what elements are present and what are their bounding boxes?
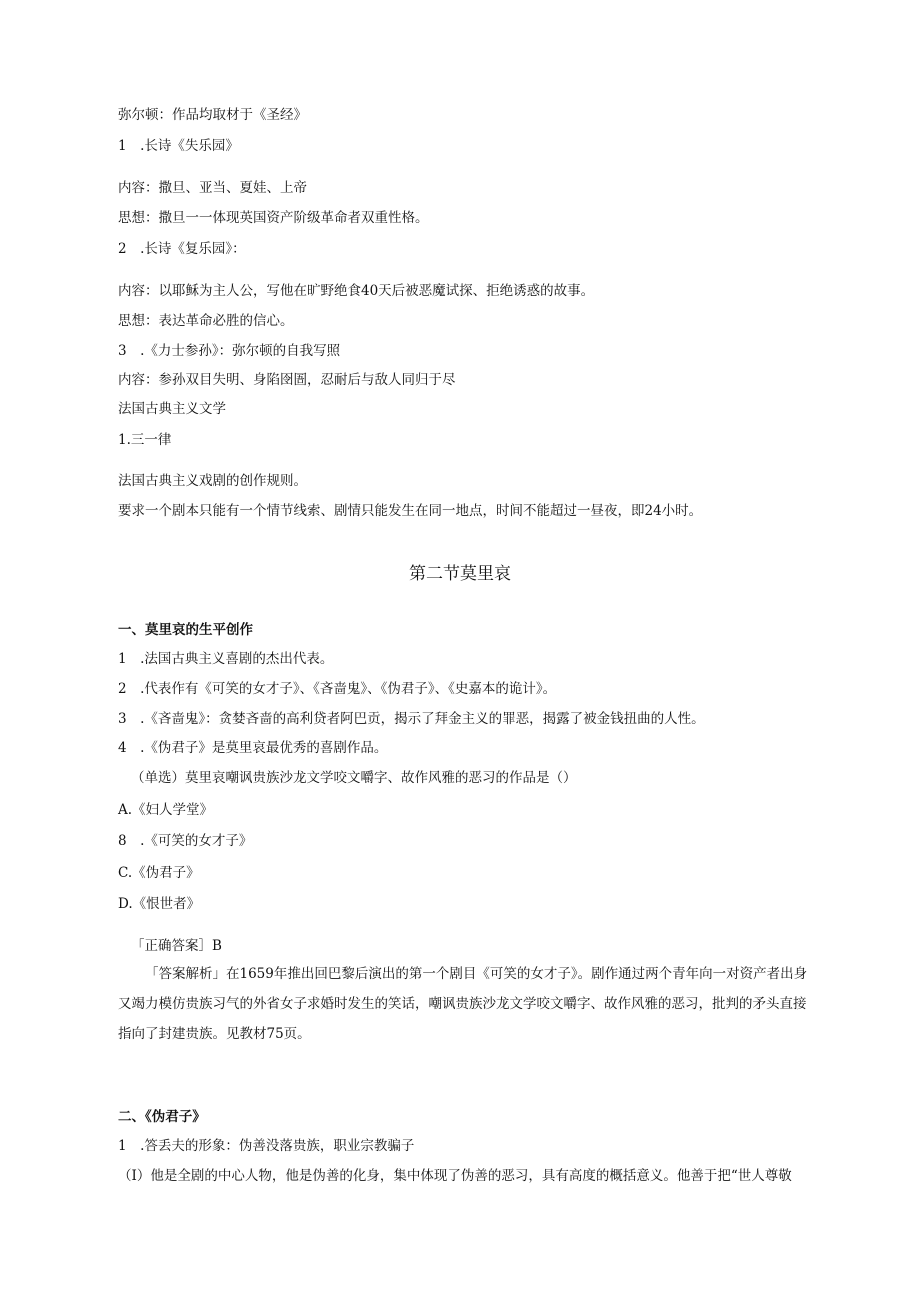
three-unities-desc: 法国古典主义戏剧的创作规则。 [118,473,307,489]
correct-answer: 「正确答案］B [131,938,222,954]
milton-intro: 弥尔顿：作品均取材于《圣经》 [118,107,307,123]
moliere-point-3: 3 .《吝啬鬼》：贪婪吝啬的高利贷者阿巴贡，揭示了拜金主义的罪恶，揭露了被金钱扭曲的人性。 [118,711,705,727]
classicism-heading: 法国古典主义文学 [118,401,226,417]
answer-analysis: 「答案解析」在1659年推出回巴黎后演出的第一个剧目《可笑的女才子》。剧作通过两个青年向一对资产者出身又竭力模仿贵族习气的外省女子求婚时发生的笑话，嘲讽贵族沙龙文学咬文嚼字、故作风雅的恶习，批判的矛头直接指向了封建贵族。见教材75页。 [118,966,808,1042]
three-unities-detail: 要求一个剧本只能有一个情节线索、剧情只能发生在同一地点，时间不能超过一昼夜，即24小时。 [118,503,703,519]
milton-item-3-content: 内容：参孙双目失明、身陷囹圄，忍耐后与敌人同归于尽 [118,372,456,388]
option-d: D.《恨世者》 [118,896,201,912]
section-heading-1: 一、莫里哀的生平创作 [118,622,253,638]
moliere-point-1: 1 .法国古典主义喜剧的杰出代表。 [118,651,334,667]
option-c: C.《伪君子》 [118,865,200,881]
option-b: 8 .《可笑的女才子》 [118,833,253,849]
tartuffe-point-1: 1 .答丢夫的形象：伪善没落贵族，职业宗教骗子 [118,1138,415,1154]
question-stem: （单选）莫里哀嘲讽贵族沙龙文学咬文嚼字、故作风雅的恶习的作品是（） [131,770,577,786]
section-title: 第二节莫里哀 [409,564,511,584]
tartuffe-point-1-i: （I）他是全剧的中心人物，他是伪善的化身，集中体现了伪善的恶习，具有高度的概括意义。他善于把“世人尊敬 [118,1168,792,1184]
moliere-point-4: 4 .《伪君子》是莫里哀最优秀的喜剧作品。 [118,740,388,756]
milton-item-1: 1 .长诗《失乐园》 [118,138,239,154]
milton-item-2: 2 .长诗《复乐园》： [118,241,246,257]
milton-item-1-content: 内容：撒旦、亚当、夏娃、上帝 [118,180,307,196]
milton-item-2-idea: 思想：表达革命必胜的信心。 [118,313,294,329]
milton-item-2-content: 内容：以耶稣为主人公，写他在旷野绝食40天后被恶魔试探、拒绝诱惑的故事。 [118,283,595,299]
milton-item-3: 3 .《力士参孙》：弥尔顿的自我写照 [118,343,341,359]
moliere-point-2: 2 .代表作有《可笑的女才子》、《吝啬鬼》、《伪君子》、《史嘉本的诡计》。 [118,681,557,697]
section-heading-2: 二、《伪君子》 [118,1109,206,1125]
option-a: A.《妇人学堂》 [118,802,214,818]
three-unities-title: 1.三一律 [118,432,172,448]
milton-item-1-idea: 思想：撒旦一一体现英国资产阶级革命者双重性格。 [118,210,429,226]
